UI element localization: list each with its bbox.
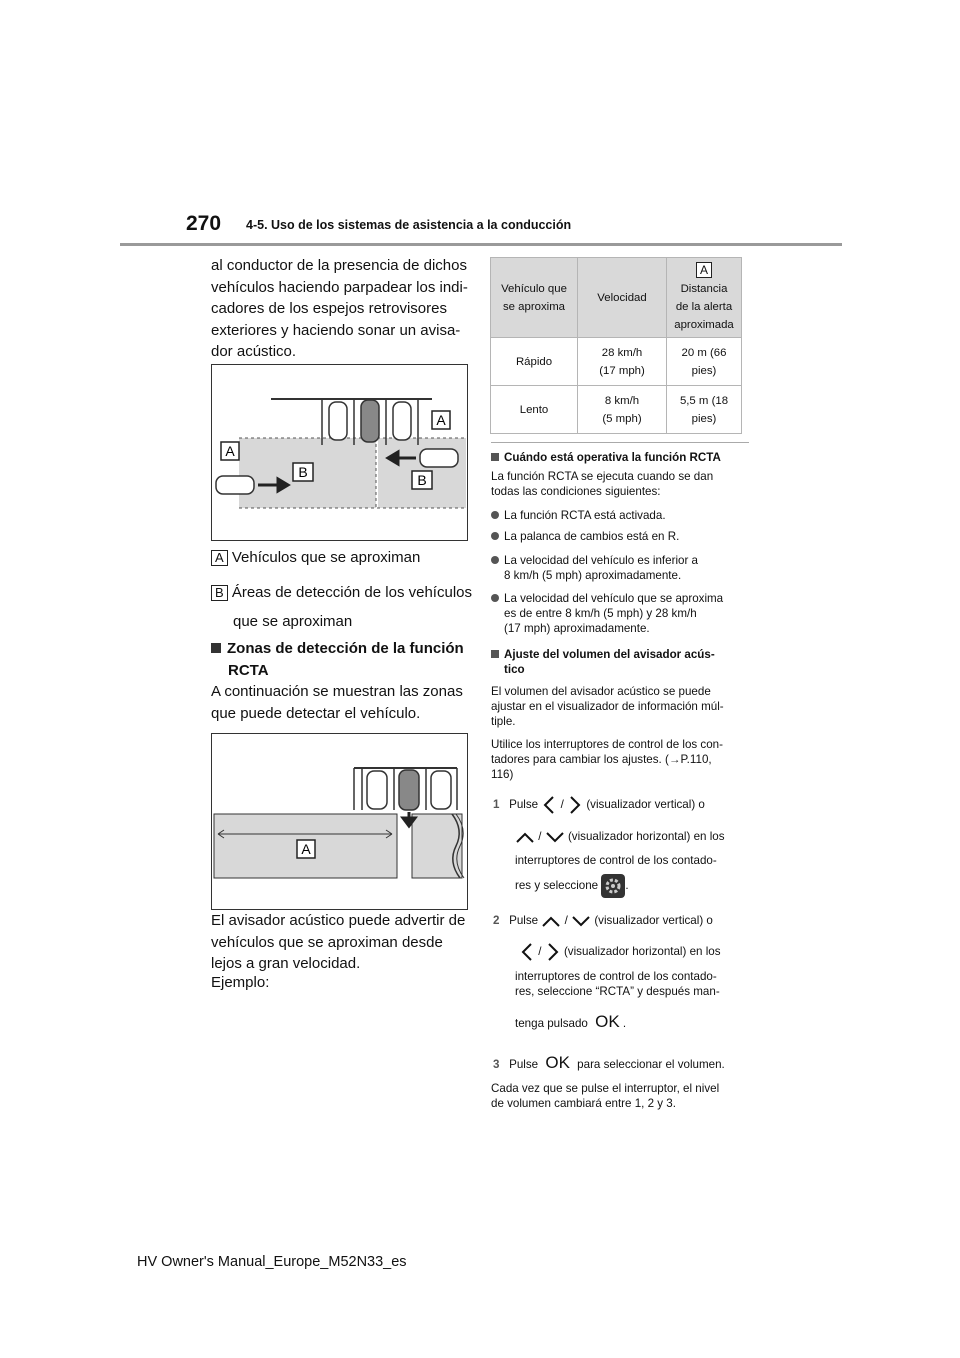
step-2-line2: / (visualizador horizontal) en los	[519, 942, 755, 962]
ok-icon: OK	[545, 1053, 570, 1072]
warning-text: El avisador acústico puede advertir de vehículos que se aproximan desde lejos a gran velocidad.	[211, 912, 466, 972]
legend-a	[211, 547, 481, 569]
fig1-label-b-right: B	[417, 472, 427, 488]
table-row: Rápido 28 km/h (17 mph) 20 m (66 pies)	[491, 338, 742, 386]
fig1-label-a-right: A	[436, 412, 446, 428]
legend-b-text2: que se aproximan	[233, 613, 353, 630]
step-1-line3: interruptores de control de los contado-	[515, 854, 717, 867]
gear-icon	[601, 874, 625, 898]
condition-item: La función RCTA está activada.	[491, 508, 753, 523]
table-header-speed: Velocidad	[578, 258, 667, 338]
legend-b	[211, 582, 481, 604]
vol-text-2: Utilice los interruptores de control de los con- tadores para cambiar los ajustes. (→P.110, 116)	[491, 738, 723, 781]
fig1-label-a-left: A	[225, 443, 235, 459]
fig1-label-b-left: B	[298, 464, 308, 480]
chevron-up-icon	[515, 830, 535, 844]
page-number: 270	[186, 212, 222, 235]
chevron-right-icon	[545, 942, 561, 962]
final-text: Cada vez que se pulse el interruptor, el nivel de volumen cambiará entre 1, 2 y 3.	[491, 1082, 720, 1110]
step-1-line2: / (visualizador horizontal) en los	[515, 827, 755, 847]
speed-distance-table	[490, 257, 742, 434]
section-title: 4-5. Uso de los sistemas de asistencia a la conducción	[246, 218, 572, 232]
header-rule	[120, 243, 842, 246]
rcta-figure-2	[211, 733, 468, 910]
fig2-label-a: A	[301, 841, 311, 857]
vol-heading: Ajuste del volumen del avisador acús- tico	[491, 647, 753, 677]
step-3: 3 Pulse OK para seleccionar el volumen.	[493, 1053, 725, 1072]
legend-a-key: A	[211, 550, 228, 566]
chevron-left-icon	[541, 795, 557, 815]
example-label: Ejemplo:	[211, 974, 270, 991]
vol-text: El volumen del avisador acústico se puede ajustar en el visualizador de información múl- tiple.	[491, 685, 724, 728]
table-row: Lento 8 km/h (5 mph) 5,5 m (18 pies)	[491, 386, 742, 434]
chevron-down-icon	[545, 830, 565, 844]
condition-item: La palanca de cambios está en R.	[491, 529, 753, 544]
op-text: La función RCTA se ejecuta cuando se dan todas las condiciones siguientes:	[491, 470, 714, 498]
footer-text: HV Owner's Manual_Europe_M52N33_es	[137, 1254, 407, 1270]
legend-b-text: Áreas de detección de los vehículos	[231, 584, 472, 601]
chevron-right-icon	[567, 795, 583, 815]
chevron-left-icon	[519, 942, 535, 962]
divider	[491, 442, 749, 443]
step-1: 1 Pulse / (visualizador vertical) o	[493, 795, 755, 815]
condition-item: La velocidad del vehículo es inferior a 8 km/h (5 mph) aproximadamente.	[491, 553, 753, 583]
step-2-line3: interruptores de control de los contado- res, seleccione “RCTA” y después man-	[515, 970, 720, 998]
rcta-diagram-1	[212, 365, 467, 540]
chevron-up-icon	[541, 914, 561, 928]
step-2-line4: tenga pulsado OK .	[515, 1012, 627, 1031]
table-header-vehicle: Vehículo que se aproxima	[491, 258, 578, 338]
table-header-distance: A Distancia de la alerta aproximada	[667, 258, 742, 338]
rcta-figure-1	[211, 364, 468, 541]
legend-a-text: Vehículos que se aproximan	[231, 549, 421, 566]
step-1-line4: res y seleccione .	[515, 874, 755, 898]
rcta-diagram-2	[212, 734, 467, 909]
ok-icon: OK	[595, 1012, 620, 1031]
chevron-down-icon	[571, 914, 591, 928]
condition-item: La velocidad del vehículo que se aproxima es de entre 8 km/h (5 mph) y 28 km/h (17 mph) aproximadamente.	[491, 591, 753, 636]
intro-paragraph: al conductor de la presencia de dichos vehículos haciendo parpadear los indi- cadores de los espejos retrovisores exteriores y haciendo sonar un avisa- dor acústico.	[211, 257, 468, 360]
step-2: 2 Pulse / (visualizador vertical) o	[493, 914, 713, 927]
legend-b-key: B	[211, 585, 228, 601]
zones-text: A continuación se muestran las zonas que puede detectar el vehículo.	[211, 683, 463, 722]
zones-heading: Zonas de detección de la función RCTA	[211, 638, 481, 681]
op-heading: Cuándo está operativa la función RCTA	[491, 450, 753, 465]
